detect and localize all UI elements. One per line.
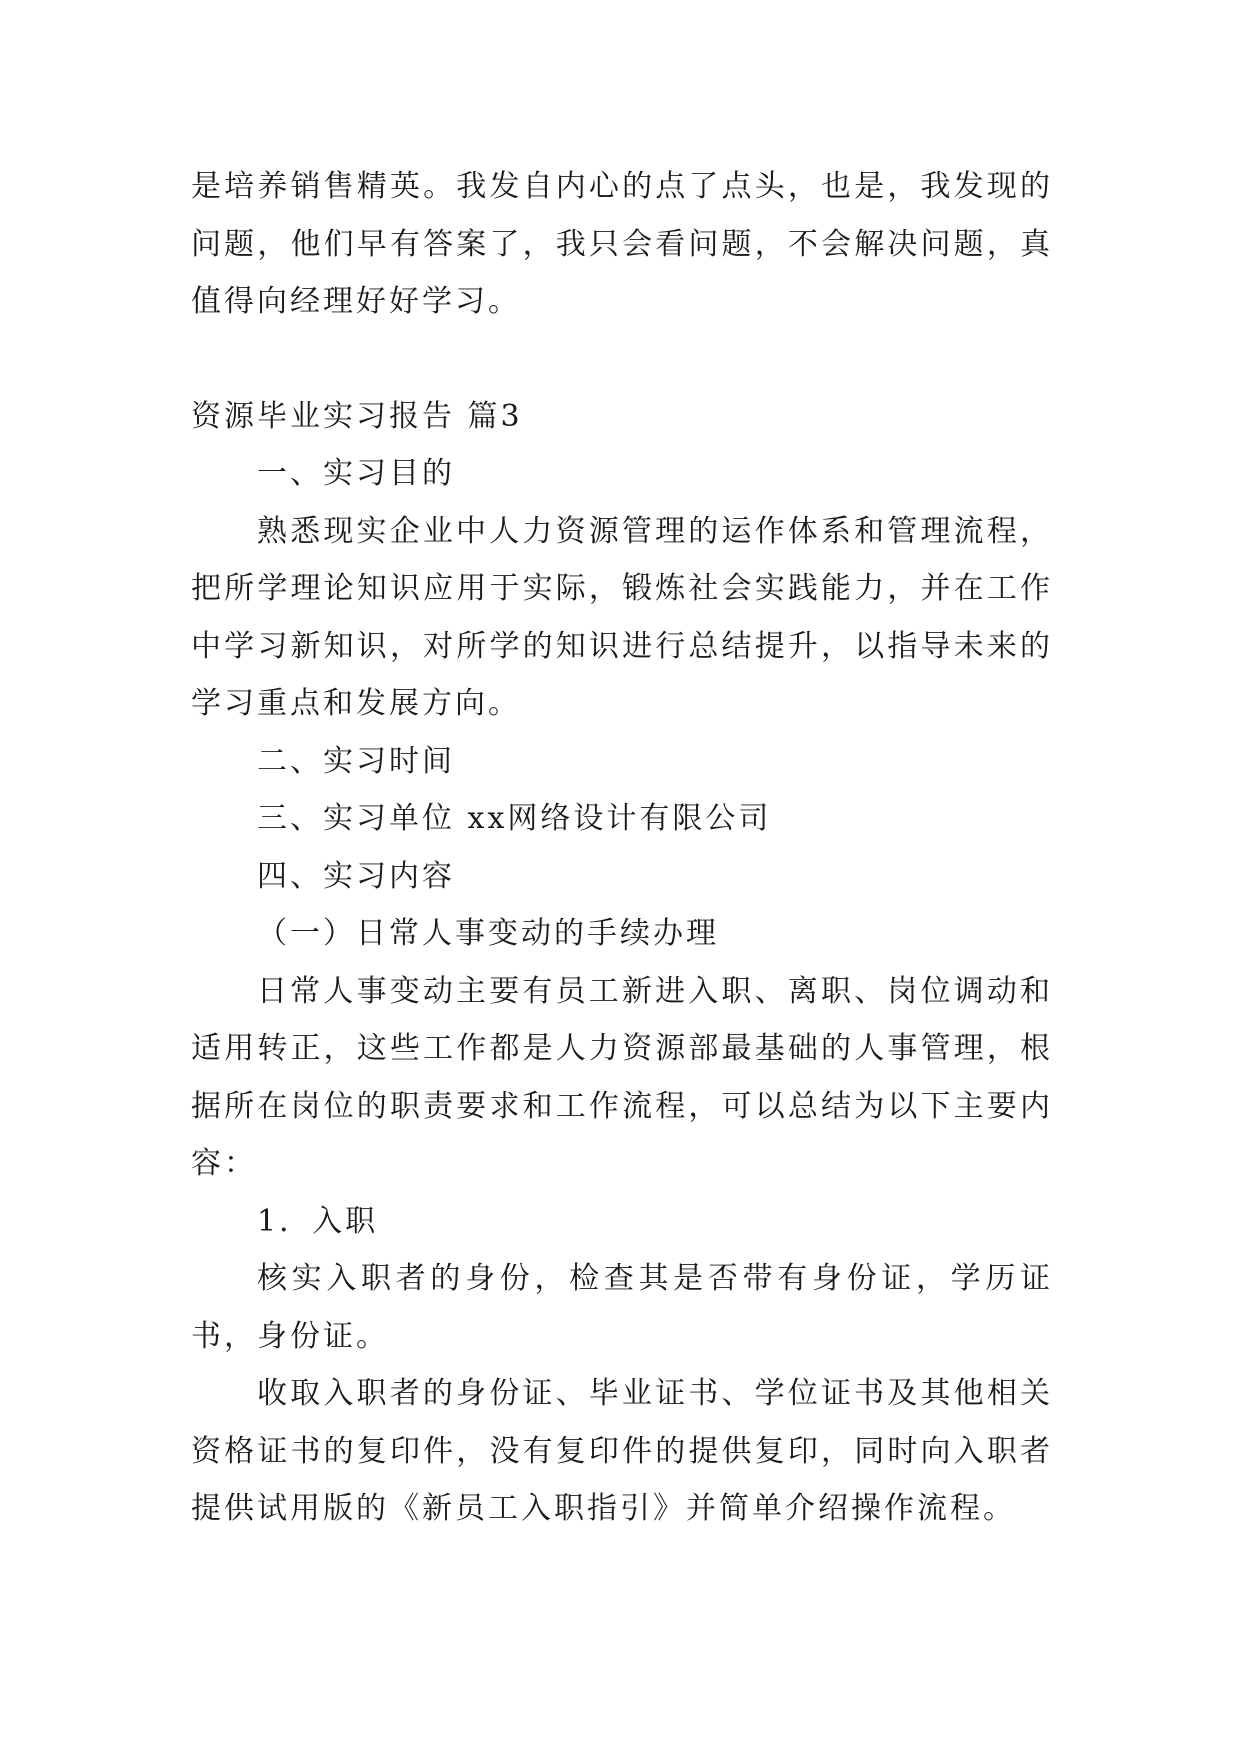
subheading-personnel-changes: （一）日常人事变动的手续办理: [257, 916, 719, 951]
paragraph-purpose: 熟悉现实企业中人力资源管理的运作体系和管理流程，把所学理论知识应用于实际，锻炼社会实践能力，并在工作中学习新知识，对所学的知识进行总结提升，以指导未来的学习重点和发展方向。: [191, 513, 1053, 721]
heading-time: 二、实习时间: [257, 743, 455, 779]
paragraph-collect-documents: 收取入职者的身份证、毕业证书、学位证书及其他相关资格证书的复印件，没有复印件的提供复印，同时向入职者提供试用版的《新员工入职指引》并简单介绍操作流程。: [191, 1376, 1053, 1526]
section-title: 资源毕业实习报告 篇3: [191, 398, 523, 434]
paragraph-personnel-changes: 日常人事变动主要有员工新进入职、离职、岗位调动和适用转正，这些工作都是人力资源部最基础的人事管理，根据所在岗位的职责要求和工作流程，可以总结为以下主要内容：: [191, 973, 1053, 1181]
heading-unit: 三、实习单位 xx网络设计有限公司: [257, 801, 772, 836]
item-onboarding: 1．入职: [257, 1203, 379, 1239]
heading-purpose: 一、实习目的: [257, 456, 455, 491]
heading-content: 四、实习内容: [257, 858, 455, 894]
paragraph-intro: 是培养销售精英。我发自内心的点了点头，也是，我发现的问题，他们早有答案了，我只会看问题，不会解决问题，真值得向经理好好学习。: [191, 169, 1053, 319]
document-body: [191, 158, 1053, 1538]
paragraph-gap: [191, 331, 1053, 388]
paragraph-verify-identity: 核实入职者的身份，检查其是否带有身份证，学历证书，身份证。: [191, 1261, 1053, 1354]
